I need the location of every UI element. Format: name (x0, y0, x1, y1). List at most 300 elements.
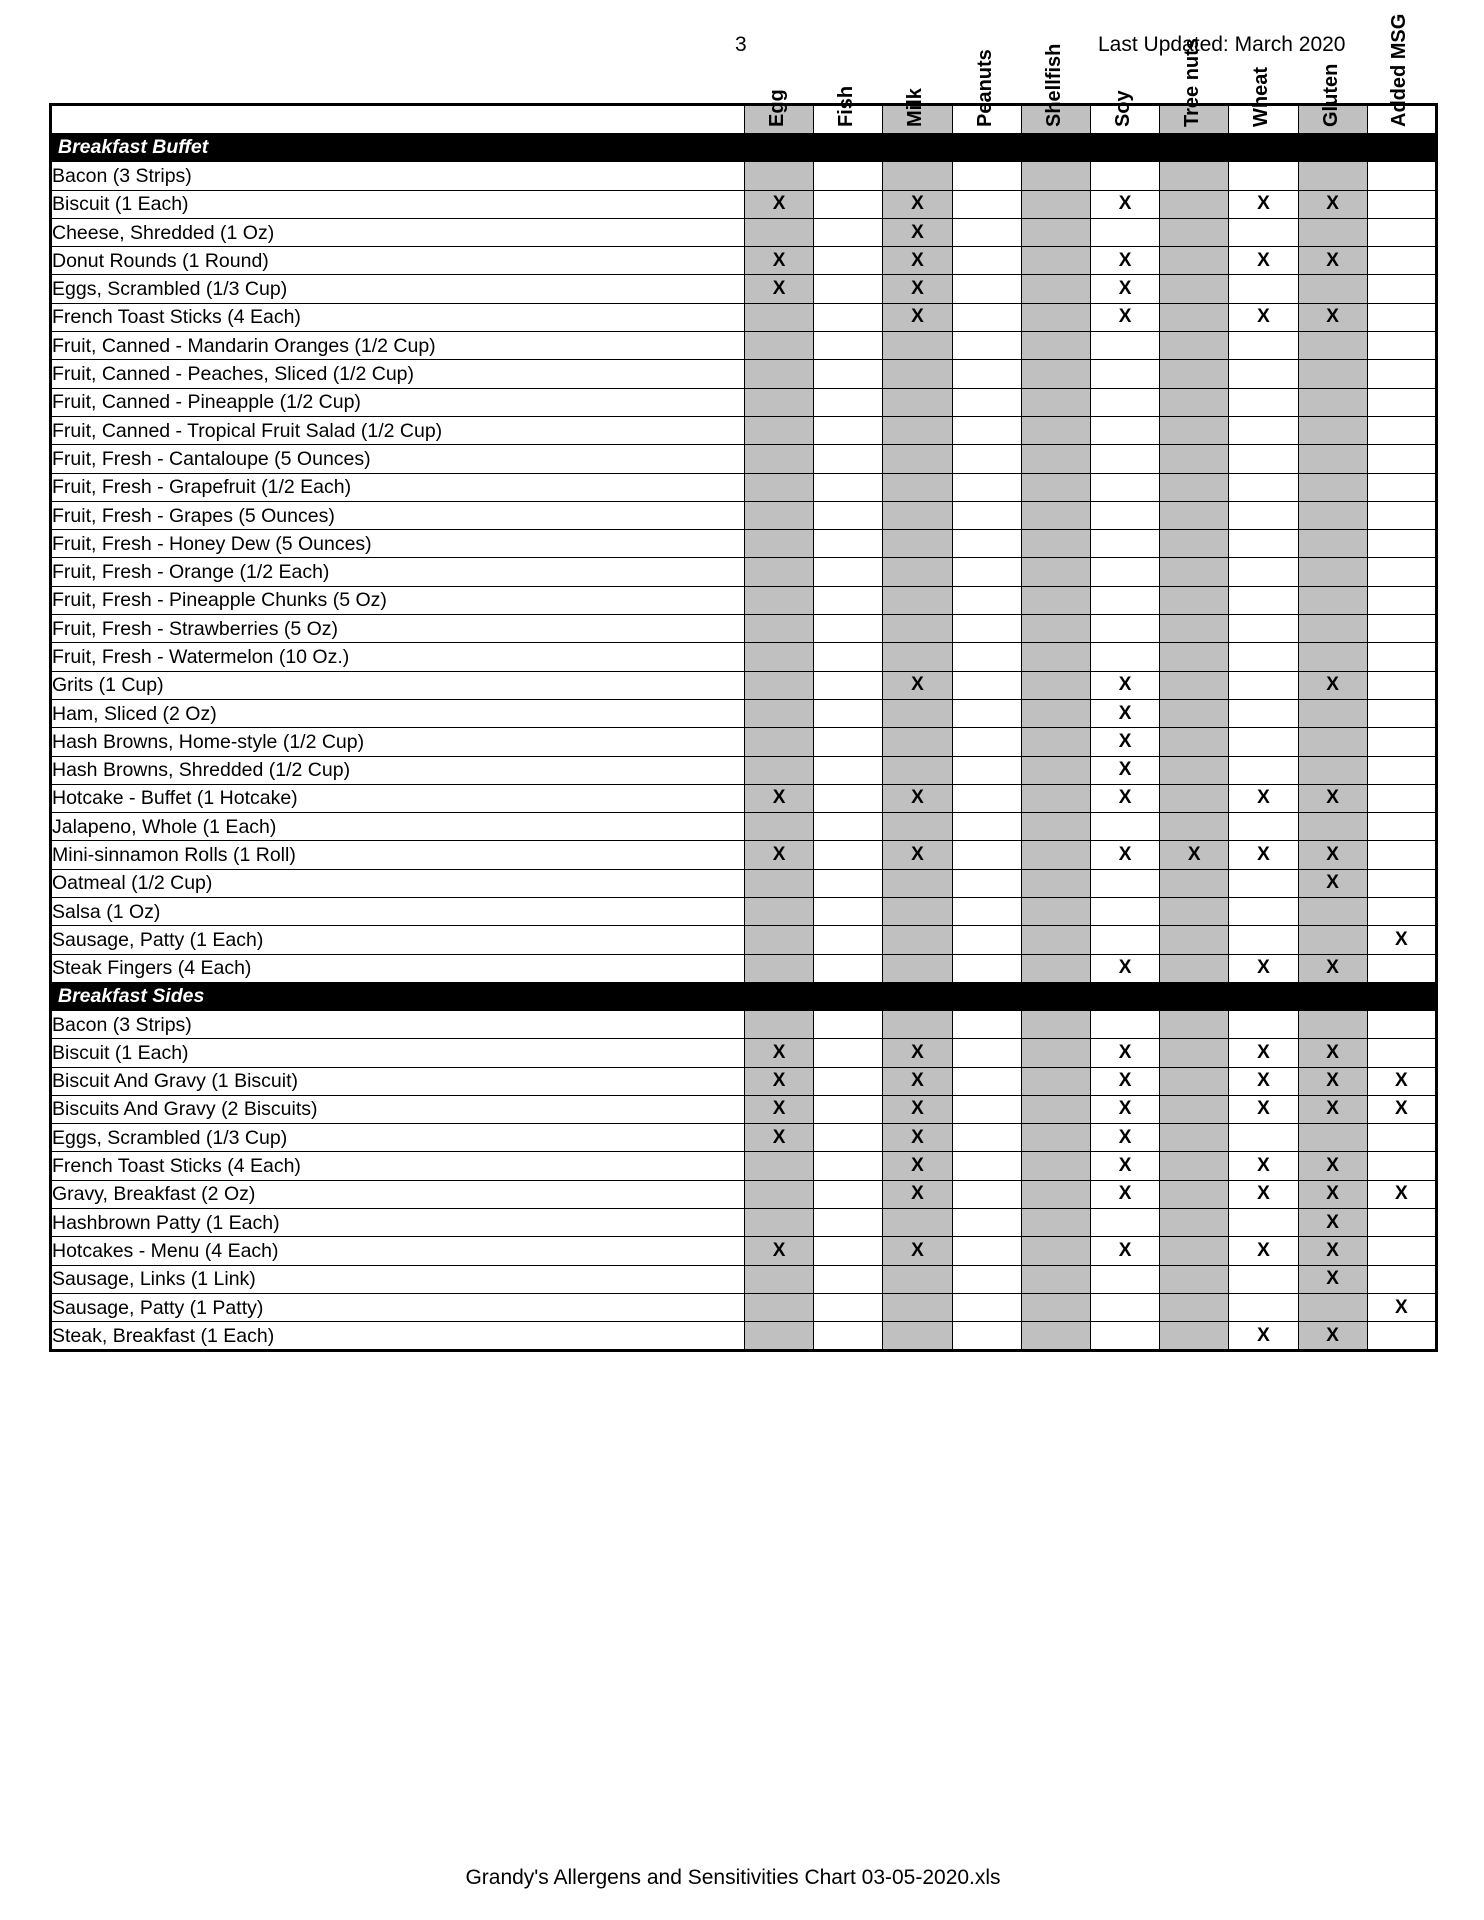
allergen-cell-tree-nuts: X (1160, 841, 1229, 869)
table-row (51, 247, 1437, 275)
allergen-cell-tree-nuts (1160, 1180, 1229, 1208)
item-name: Fruit, Canned - Tropical Fruit Salad (1/2 Cup) (51, 416, 745, 444)
allergen-cell-shellfish (1021, 1293, 1090, 1321)
allergen-cell-fish (814, 1208, 883, 1236)
allergen-cell-added-msg (1367, 615, 1436, 643)
allergen-cell-fish (814, 1124, 883, 1152)
allergen-cell-gluten (1298, 558, 1367, 586)
table-row (51, 586, 1437, 614)
allergen-cell-tree-nuts (1160, 1039, 1229, 1067)
allergen-cell-peanuts (952, 643, 1021, 671)
item-name: Fruit, Canned - Peaches, Sliced (1/2 Cup) (51, 360, 745, 388)
table-row (51, 699, 1437, 727)
allergen-cell-peanuts (952, 954, 1021, 982)
table-row (51, 360, 1437, 388)
allergen-cell-wheat (1229, 218, 1298, 246)
allergen-cell-tree-nuts (1160, 1322, 1229, 1351)
section-header-row (51, 982, 1437, 1010)
item-name: Salsa (1 Oz) (51, 898, 745, 926)
allergen-cell-added-msg (1367, 275, 1436, 303)
allergen-cell-wheat: X (1229, 303, 1298, 331)
allergen-cell-fish (814, 473, 883, 501)
allergen-header-egg (745, 89, 814, 134)
allergen-cell-milk: X (883, 841, 952, 869)
allergen-cell-added-msg (1367, 699, 1436, 727)
allergen-cell-peanuts (952, 784, 1021, 812)
allergen-header-tree-nuts (1160, 38, 1229, 134)
allergen-cell-tree-nuts (1160, 586, 1229, 614)
allergen-cell-fish (814, 1152, 883, 1180)
allergen-cell-soy: X (1090, 1237, 1159, 1265)
table-row (51, 303, 1437, 331)
allergen-cell-shellfish (1021, 671, 1090, 699)
table-row (51, 1152, 1437, 1180)
allergen-cell-peanuts (952, 360, 1021, 388)
item-name: Biscuit And Gravy (1 Biscuit) (51, 1067, 745, 1095)
allergen-cell-fish (814, 303, 883, 331)
table-row (51, 275, 1437, 303)
allergen-header-peanuts (952, 49, 1021, 134)
allergen-cell-fish (814, 530, 883, 558)
allergen-cell-milk (883, 388, 952, 416)
table-row (51, 813, 1437, 841)
allergen-cell-tree-nuts (1160, 445, 1229, 473)
allergen-cell-soy: X (1090, 954, 1159, 982)
allergen-cell-soy (1090, 1010, 1159, 1038)
allergen-cell-shellfish (1021, 1039, 1090, 1067)
allergen-cell-wheat (1229, 1208, 1298, 1236)
table-row (51, 756, 1437, 784)
allergen-cell-tree-nuts (1160, 926, 1229, 954)
allergen-cell-shellfish (1021, 360, 1090, 388)
table-row (51, 898, 1437, 926)
allergen-label: Fish (835, 86, 858, 128)
allergen-cell-egg (745, 813, 814, 841)
item-name: Biscuit (1 Each) (51, 1039, 745, 1067)
item-name: Fruit, Fresh - Strawberries (5 Oz) (51, 615, 745, 643)
item-name: Hash Browns, Home-style (1/2 Cup) (51, 728, 745, 756)
item-name: Fruit, Canned - Mandarin Oranges (1/2 Cup) (51, 332, 745, 360)
chart-body (51, 134, 1437, 1351)
allergen-cell-shellfish (1021, 332, 1090, 360)
allergen-cell-egg (745, 303, 814, 331)
table-row (51, 190, 1437, 218)
allergen-cell-milk: X (883, 671, 952, 699)
item-name: Jalapeno, Whole (1 Each) (51, 813, 745, 841)
allergen-cell-tree-nuts (1160, 615, 1229, 643)
item-name: Sausage, Links (1 Link) (51, 1265, 745, 1293)
allergen-cell-soy (1090, 615, 1159, 643)
allergen-header-milk (883, 88, 952, 134)
allergen-cell-peanuts (952, 926, 1021, 954)
allergen-cell-gluten (1298, 926, 1367, 954)
allergen-cell-egg (745, 388, 814, 416)
allergen-cell-egg (745, 1010, 814, 1038)
table-row (51, 558, 1437, 586)
allergen-cell-wheat: X (1229, 954, 1298, 982)
allergen-cell-milk (883, 926, 952, 954)
allergen-cell-soy: X (1090, 784, 1159, 812)
item-name: French Toast Sticks (4 Each) (51, 1152, 745, 1180)
allergen-cell-milk: X (883, 1095, 952, 1123)
allergen-cell-tree-nuts (1160, 813, 1229, 841)
allergen-cell-milk (883, 501, 952, 529)
allergen-cell-shellfish (1021, 643, 1090, 671)
allergen-cell-added-msg (1367, 671, 1436, 699)
allergen-cell-shellfish (1021, 247, 1090, 275)
allergen-cell-gluten (1298, 388, 1367, 416)
allergen-cell-gluten: X (1298, 784, 1367, 812)
allergen-cell-soy (1090, 643, 1159, 671)
allergen-cell-fish (814, 247, 883, 275)
allergen-cell-shellfish (1021, 1152, 1090, 1180)
allergen-cell-added-msg: X (1367, 1095, 1436, 1123)
allergen-cell-gluten (1298, 728, 1367, 756)
allergen-cell-wheat (1229, 699, 1298, 727)
allergen-cell-egg (745, 1180, 814, 1208)
allergen-cell-gluten (1298, 586, 1367, 614)
allergen-cell-peanuts (952, 813, 1021, 841)
allergen-cell-gluten: X (1298, 1237, 1367, 1265)
allergen-cell-shellfish (1021, 473, 1090, 501)
allergen-cell-added-msg (1367, 303, 1436, 331)
allergen-cell-fish (814, 218, 883, 246)
allergen-cell-gluten (1298, 360, 1367, 388)
allergen-cell-added-msg (1367, 530, 1436, 558)
allergen-cell-soy (1090, 586, 1159, 614)
table-row (51, 162, 1437, 190)
allergen-cell-tree-nuts (1160, 1293, 1229, 1321)
allergen-cell-gluten (1298, 473, 1367, 501)
allergen-cell-peanuts (952, 247, 1021, 275)
allergen-cell-added-msg (1367, 1208, 1436, 1236)
allergen-cell-egg: X (745, 1237, 814, 1265)
allergen-cell-added-msg (1367, 643, 1436, 671)
table-row (51, 1265, 1437, 1293)
allergen-cell-gluten (1298, 1010, 1367, 1038)
table-row (51, 1208, 1437, 1236)
allergen-cell-added-msg (1367, 162, 1436, 190)
allergen-cell-milk: X (883, 218, 952, 246)
allergen-label: Tree nuts (1181, 38, 1204, 128)
allergen-cell-soy: X (1090, 756, 1159, 784)
allergen-cell-fish (814, 445, 883, 473)
section-header-row (51, 134, 1437, 162)
allergen-cell-wheat (1229, 275, 1298, 303)
allergen-cell-milk: X (883, 247, 952, 275)
allergen-cell-wheat: X (1229, 1237, 1298, 1265)
allergen-cell-added-msg (1367, 190, 1436, 218)
allergen-cell-fish (814, 558, 883, 586)
table-row (51, 1095, 1437, 1123)
allergen-cell-egg: X (745, 275, 814, 303)
allergen-cell-added-msg (1367, 247, 1436, 275)
allergen-cell-gluten: X (1298, 1322, 1367, 1351)
table-row (51, 332, 1437, 360)
table-row (51, 501, 1437, 529)
allergen-cell-tree-nuts (1160, 1010, 1229, 1038)
allergen-cell-tree-nuts (1160, 530, 1229, 558)
allergen-cell-milk (883, 699, 952, 727)
allergen-cell-milk (883, 1010, 952, 1038)
table-row (51, 530, 1437, 558)
allergen-cell-milk (883, 445, 952, 473)
allergen-cell-soy: X (1090, 1039, 1159, 1067)
allergen-cell-added-msg (1367, 558, 1436, 586)
allergen-cell-added-msg (1367, 784, 1436, 812)
allergen-cell-egg (745, 615, 814, 643)
allergen-cell-added-msg (1367, 1124, 1436, 1152)
allergen-cell-peanuts (952, 1095, 1021, 1123)
allergen-cell-tree-nuts (1160, 501, 1229, 529)
allergen-label: Wheat (1250, 67, 1273, 128)
allergen-cell-egg (745, 728, 814, 756)
allergen-cell-soy: X (1090, 699, 1159, 727)
allergen-cell-wheat (1229, 558, 1298, 586)
allergen-cell-fish (814, 615, 883, 643)
allergen-header-shellfish (1021, 43, 1090, 134)
allergen-cell-soy (1090, 162, 1159, 190)
allergen-cell-milk (883, 1322, 952, 1351)
item-name: Hotcake - Buffet (1 Hotcake) (51, 784, 745, 812)
allergen-cell-peanuts (952, 332, 1021, 360)
allergen-cell-milk: X (883, 1124, 952, 1152)
allergen-cell-milk (883, 162, 952, 190)
allergen-cell-tree-nuts (1160, 1237, 1229, 1265)
allergen-cell-shellfish (1021, 530, 1090, 558)
allergen-cell-peanuts (952, 1265, 1021, 1293)
allergen-cell-peanuts (952, 218, 1021, 246)
allergen-cell-egg (745, 869, 814, 897)
allergen-cell-tree-nuts (1160, 1124, 1229, 1152)
allergen-cell-gluten: X (1298, 954, 1367, 982)
allergen-cell-added-msg (1367, 360, 1436, 388)
allergen-cell-fish (814, 699, 883, 727)
item-name: French Toast Sticks (4 Each) (51, 303, 745, 331)
allergen-cell-peanuts (952, 615, 1021, 643)
allergen-cell-fish (814, 784, 883, 812)
allergen-cell-added-msg (1367, 445, 1436, 473)
allergen-cell-egg (745, 1322, 814, 1351)
allergen-cell-shellfish (1021, 841, 1090, 869)
allergen-cell-added-msg (1367, 813, 1436, 841)
allergen-cell-peanuts (952, 756, 1021, 784)
table-row (51, 1039, 1437, 1067)
table-row (51, 473, 1437, 501)
allergen-cell-wheat (1229, 926, 1298, 954)
allergen-cell-gluten (1298, 813, 1367, 841)
allergen-cell-added-msg (1367, 1322, 1436, 1351)
allergen-cell-gluten (1298, 218, 1367, 246)
allergen-cell-tree-nuts (1160, 275, 1229, 303)
allergen-cell-soy (1090, 360, 1159, 388)
item-name: Biscuit (1 Each) (51, 190, 745, 218)
allergen-cell-gluten: X (1298, 1208, 1367, 1236)
item-name: Fruit, Fresh - Grapefruit (1/2 Each) (51, 473, 745, 501)
section-title: Breakfast Sides (51, 982, 1437, 1010)
allergen-cell-peanuts (952, 1208, 1021, 1236)
allergen-cell-gluten: X (1298, 841, 1367, 869)
allergen-cell-added-msg (1367, 1237, 1436, 1265)
allergen-cell-soy: X (1090, 671, 1159, 699)
allergen-cell-tree-nuts (1160, 558, 1229, 586)
allergen-cell-added-msg (1367, 1152, 1436, 1180)
table-row (51, 1293, 1437, 1321)
allergen-cell-added-msg (1367, 416, 1436, 444)
allergen-cell-egg (745, 473, 814, 501)
item-name: Fruit, Fresh - Orange (1/2 Each) (51, 558, 745, 586)
allergen-cell-egg (745, 586, 814, 614)
allergen-cell-tree-nuts (1160, 1067, 1229, 1095)
allergen-cell-gluten: X (1298, 1095, 1367, 1123)
allergen-cell-egg (745, 1152, 814, 1180)
allergen-cell-added-msg (1367, 728, 1436, 756)
allergen-cell-egg (745, 530, 814, 558)
allergen-cell-wheat: X (1229, 1152, 1298, 1180)
allergen-cell-gluten (1298, 699, 1367, 727)
allergen-cell-milk (883, 813, 952, 841)
allergen-cell-tree-nuts (1160, 416, 1229, 444)
allergen-cell-egg (745, 445, 814, 473)
allergen-cell-added-msg: X (1367, 1293, 1436, 1321)
allergen-cell-shellfish (1021, 615, 1090, 643)
table-row (51, 954, 1437, 982)
allergen-cell-soy (1090, 558, 1159, 586)
allergen-cell-added-msg (1367, 586, 1436, 614)
allergen-cell-gluten (1298, 530, 1367, 558)
table-row (51, 615, 1437, 643)
allergen-cell-wheat (1229, 162, 1298, 190)
table-row (51, 1124, 1437, 1152)
table-row (51, 388, 1437, 416)
allergen-cell-peanuts (952, 1010, 1021, 1038)
allergen-cell-tree-nuts (1160, 728, 1229, 756)
table-row (51, 869, 1437, 897)
allergen-cell-fish (814, 332, 883, 360)
allergen-cell-shellfish (1021, 1322, 1090, 1351)
allergen-cell-peanuts (952, 1237, 1021, 1265)
allergen-cell-peanuts (952, 869, 1021, 897)
allergen-label: Added MSG (1388, 13, 1411, 128)
allergen-cell-wheat (1229, 1124, 1298, 1152)
allergen-cell-wheat (1229, 1293, 1298, 1321)
allergen-cell-soy: X (1090, 1095, 1159, 1123)
allergen-cell-tree-nuts (1160, 1208, 1229, 1236)
allergen-cell-tree-nuts (1160, 954, 1229, 982)
item-name: Grits (1 Cup) (51, 671, 745, 699)
allergen-cell-egg: X (745, 841, 814, 869)
allergen-cell-peanuts (952, 841, 1021, 869)
allergen-cell-shellfish (1021, 1265, 1090, 1293)
allergen-cell-peanuts (952, 898, 1021, 926)
allergen-cell-fish (814, 1237, 883, 1265)
allergen-cell-egg: X (745, 247, 814, 275)
item-column-header (51, 105, 745, 134)
allergen-cell-wheat (1229, 728, 1298, 756)
allergen-cell-milk (883, 643, 952, 671)
allergen-cell-fish (814, 501, 883, 529)
allergen-cell-fish (814, 898, 883, 926)
allergen-header-added-msg (1367, 13, 1436, 134)
allergen-cell-fish (814, 1265, 883, 1293)
item-name: Steak, Breakfast (1 Each) (51, 1322, 745, 1351)
allergen-cell-soy (1090, 926, 1159, 954)
item-name: Cheese, Shredded (1 Oz) (51, 218, 745, 246)
allergen-cell-soy (1090, 898, 1159, 926)
allergen-cell-egg: X (745, 1124, 814, 1152)
allergen-cell-soy: X (1090, 190, 1159, 218)
allergen-cell-added-msg: X (1367, 1180, 1436, 1208)
table-row (51, 1237, 1437, 1265)
allergen-cell-milk (883, 332, 952, 360)
allergen-cell-added-msg: X (1367, 1067, 1436, 1095)
allergen-cell-peanuts (952, 416, 1021, 444)
allergen-cell-wheat: X (1229, 1095, 1298, 1123)
item-name: Bacon (3 Strips) (51, 162, 745, 190)
allergen-cell-fish (814, 1322, 883, 1351)
allergen-cell-peanuts (952, 1039, 1021, 1067)
allergen-cell-shellfish (1021, 728, 1090, 756)
allergen-cell-added-msg (1367, 501, 1436, 529)
table-row (51, 926, 1437, 954)
allergen-cell-gluten: X (1298, 1180, 1367, 1208)
allergen-cell-wheat (1229, 615, 1298, 643)
allergen-cell-shellfish (1021, 190, 1090, 218)
allergen-cell-soy (1090, 445, 1159, 473)
allergen-cell-egg (745, 643, 814, 671)
allergen-cell-shellfish (1021, 784, 1090, 812)
allergen-cell-soy (1090, 1293, 1159, 1321)
allergen-cell-tree-nuts (1160, 162, 1229, 190)
allergen-cell-milk (883, 954, 952, 982)
allergen-cell-fish (814, 813, 883, 841)
allergen-cell-wheat (1229, 360, 1298, 388)
allergen-cell-wheat: X (1229, 784, 1298, 812)
allergen-cell-wheat (1229, 332, 1298, 360)
allergen-cell-wheat (1229, 388, 1298, 416)
allergen-cell-egg (745, 699, 814, 727)
allergen-header-row (51, 105, 1437, 134)
allergen-cell-tree-nuts (1160, 1265, 1229, 1293)
allergen-cell-tree-nuts (1160, 784, 1229, 812)
table-row (51, 728, 1437, 756)
allergen-label: Shellfish (1042, 43, 1065, 128)
allergen-cell-wheat: X (1229, 190, 1298, 218)
allergen-cell-milk: X (883, 784, 952, 812)
allergen-cell-wheat (1229, 756, 1298, 784)
allergen-cell-tree-nuts (1160, 1095, 1229, 1123)
allergen-cell-egg (745, 1265, 814, 1293)
allergen-cell-soy (1090, 473, 1159, 501)
allergen-cell-gluten (1298, 643, 1367, 671)
allergen-cell-wheat (1229, 445, 1298, 473)
page-number: 3 (735, 33, 747, 56)
allergen-cell-added-msg (1367, 1010, 1436, 1038)
allergen-cell-milk (883, 1208, 952, 1236)
allergen-cell-milk: X (883, 1039, 952, 1067)
allergen-cell-gluten: X (1298, 1067, 1367, 1095)
allergen-cell-fish (814, 388, 883, 416)
allergen-cell-peanuts (952, 586, 1021, 614)
allergen-cell-peanuts (952, 388, 1021, 416)
allergen-cell-egg (745, 1293, 814, 1321)
table-row (51, 1010, 1437, 1038)
allergen-cell-shellfish (1021, 813, 1090, 841)
item-name: Fruit, Fresh - Grapes (5 Ounces) (51, 501, 745, 529)
allergen-cell-fish (814, 275, 883, 303)
allergen-cell-gluten (1298, 756, 1367, 784)
allergen-cell-tree-nuts (1160, 869, 1229, 897)
